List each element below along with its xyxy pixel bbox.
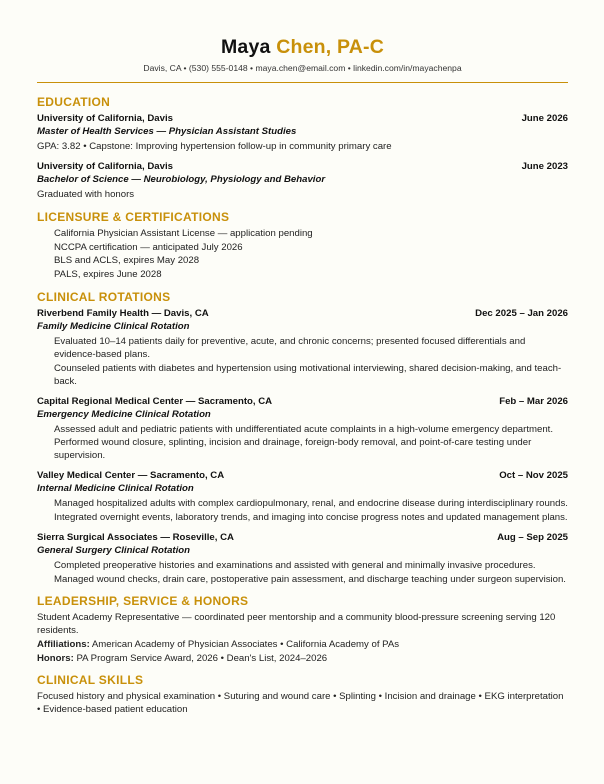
- degree: Master of Health Services — Physician Assistant Studies: [37, 126, 297, 137]
- licensure-section: [37, 210, 568, 282]
- section-title-rotations: CLINICAL ROTATIONS: [37, 289, 171, 304]
- entry-date: Aug – Sep 2025: [497, 531, 568, 543]
- rotations-section: [37, 290, 568, 586]
- rotation-entry: [37, 307, 568, 388]
- leadership-section: [37, 594, 568, 665]
- list-item: Managed wound checks, drain care, postoperative pain assessment, and discharge teaching under surgeon supervision.: [54, 573, 566, 585]
- name-first: Maya: [220, 36, 271, 58]
- skills-section: [37, 673, 568, 716]
- contact-line: Davis, CA • (530) 555-0148 • maya.chen@email.com • linkedin.com/in/mayachenpa: [143, 63, 462, 73]
- rotation-site: Sierra Surgical Associates — Roseville, CA: [37, 531, 234, 543]
- degree: Bachelor of Science — Neurobiology, Physiology and Behavior: [37, 174, 326, 185]
- section-title-skills: CLINICAL SKILLS: [37, 672, 144, 687]
- list-item: Assessed adult and pediatric patients with undifferentiated acute complaints in a high-volume emergency department.: [54, 423, 553, 435]
- list-item: PALS, expires June 2028: [54, 269, 162, 281]
- list-item: Completed preoperative histories and examinations and assisted with general and minimally invasive procedures.: [54, 559, 536, 571]
- section-title-licensure: LICENSURE & CERTIFICATIONS: [37, 210, 230, 224]
- entry-date: June 2023: [521, 161, 568, 172]
- entry-date: Oct – Nov 2025: [499, 469, 568, 481]
- resume-header: [37, 36, 568, 74]
- rotation-site: Valley Medical Center — Sacramento, CA: [37, 469, 225, 481]
- list-item: BLS and ACLS, expires May 2028: [54, 255, 200, 267]
- list-item: Performed wound closure, splinting, incision and drainage, foreign-body removal, and point-of-care testing under supervision.: [54, 436, 532, 461]
- candidate-name: [37, 36, 568, 58]
- rotation-role: General Surgery Clinical Rotation: [37, 544, 191, 556]
- affiliations-line: [37, 638, 568, 651]
- school-name: University of California, Davis: [37, 113, 173, 124]
- rotation-entry: [37, 531, 568, 586]
- rotation-role: Emergency Medicine Clinical Rotation: [37, 408, 211, 420]
- school-name: University of California, Davis: [37, 161, 173, 172]
- list-item: NCCPA certification — anticipated July 2026: [54, 241, 243, 253]
- rotation-site: Riverbend Family Health — Davis, CA: [37, 307, 209, 319]
- entry-date: Dec 2025 – Jan 2026: [475, 307, 568, 319]
- section-title-education: EDUCATION: [37, 95, 111, 109]
- education-entry: [37, 112, 568, 153]
- entry-date: Feb – Mar 2026: [499, 395, 568, 407]
- education-entry: [37, 160, 568, 201]
- list-item: California Physician Assistant License — application pending: [54, 228, 313, 239]
- name-rest: Chen, PA-C: [276, 36, 385, 58]
- honors-text: PA Program Service Award, 2026 • Dean's List, 2024–2026: [76, 652, 328, 664]
- header-divider: [37, 82, 568, 83]
- list-item: Integrated overnight events, laboratory trends, and imaging into concise progress notes and updated management plans.: [54, 511, 568, 523]
- list-item: Evaluated 10–14 patients daily for preventive, acute, and chronic concerns; presented focused differentials and evidence-based plans.: [54, 335, 526, 360]
- rotation-site: Capital Regional Medical Center — Sacramento, CA: [37, 395, 273, 407]
- rotation-role: Family Medicine Clinical Rotation: [37, 320, 190, 332]
- rotation-entry: [37, 469, 568, 524]
- list-item: Managed hospitalized adults with complex cardiopulmonary, renal, and endocrine disease during interdisciplinary rounds.: [54, 497, 568, 509]
- licensure-list: [37, 227, 568, 282]
- leadership-line: Student Academy Representative — coordinated peer mentorship and a community blood-pressure screening serving 120 residents.: [37, 611, 556, 636]
- affiliations-text: American Academy of Physician Associates • California Academy of PAs: [91, 638, 400, 650]
- affiliations-label: Affiliations:: [37, 638, 90, 650]
- honors-line: [37, 652, 568, 665]
- section-title-leadership: LEADERSHIP, SERVICE & HONORS: [37, 593, 249, 608]
- rotation-entry: [37, 395, 568, 462]
- education-detail: Graduated with honors: [37, 189, 135, 200]
- rotation-role: Internal Medicine Clinical Rotation: [37, 482, 194, 494]
- skills-text: Focused history and physical examination • Suturing and wound care • Splinting • Incision and drainage • EKG interpretation • Evidence-based patient education: [37, 690, 564, 715]
- list-item: Counseled patients with diabetes and hypertension using motivational interviewing, shared decision-making, and teach-back.: [54, 362, 562, 387]
- education-section: [37, 95, 568, 201]
- education-detail: GPA: 3.82 • Capstone: Improving hypertension follow-up in community primary care: [37, 141, 392, 152]
- entry-date: June 2026: [521, 113, 568, 124]
- honors-label: Honors:: [37, 652, 74, 664]
